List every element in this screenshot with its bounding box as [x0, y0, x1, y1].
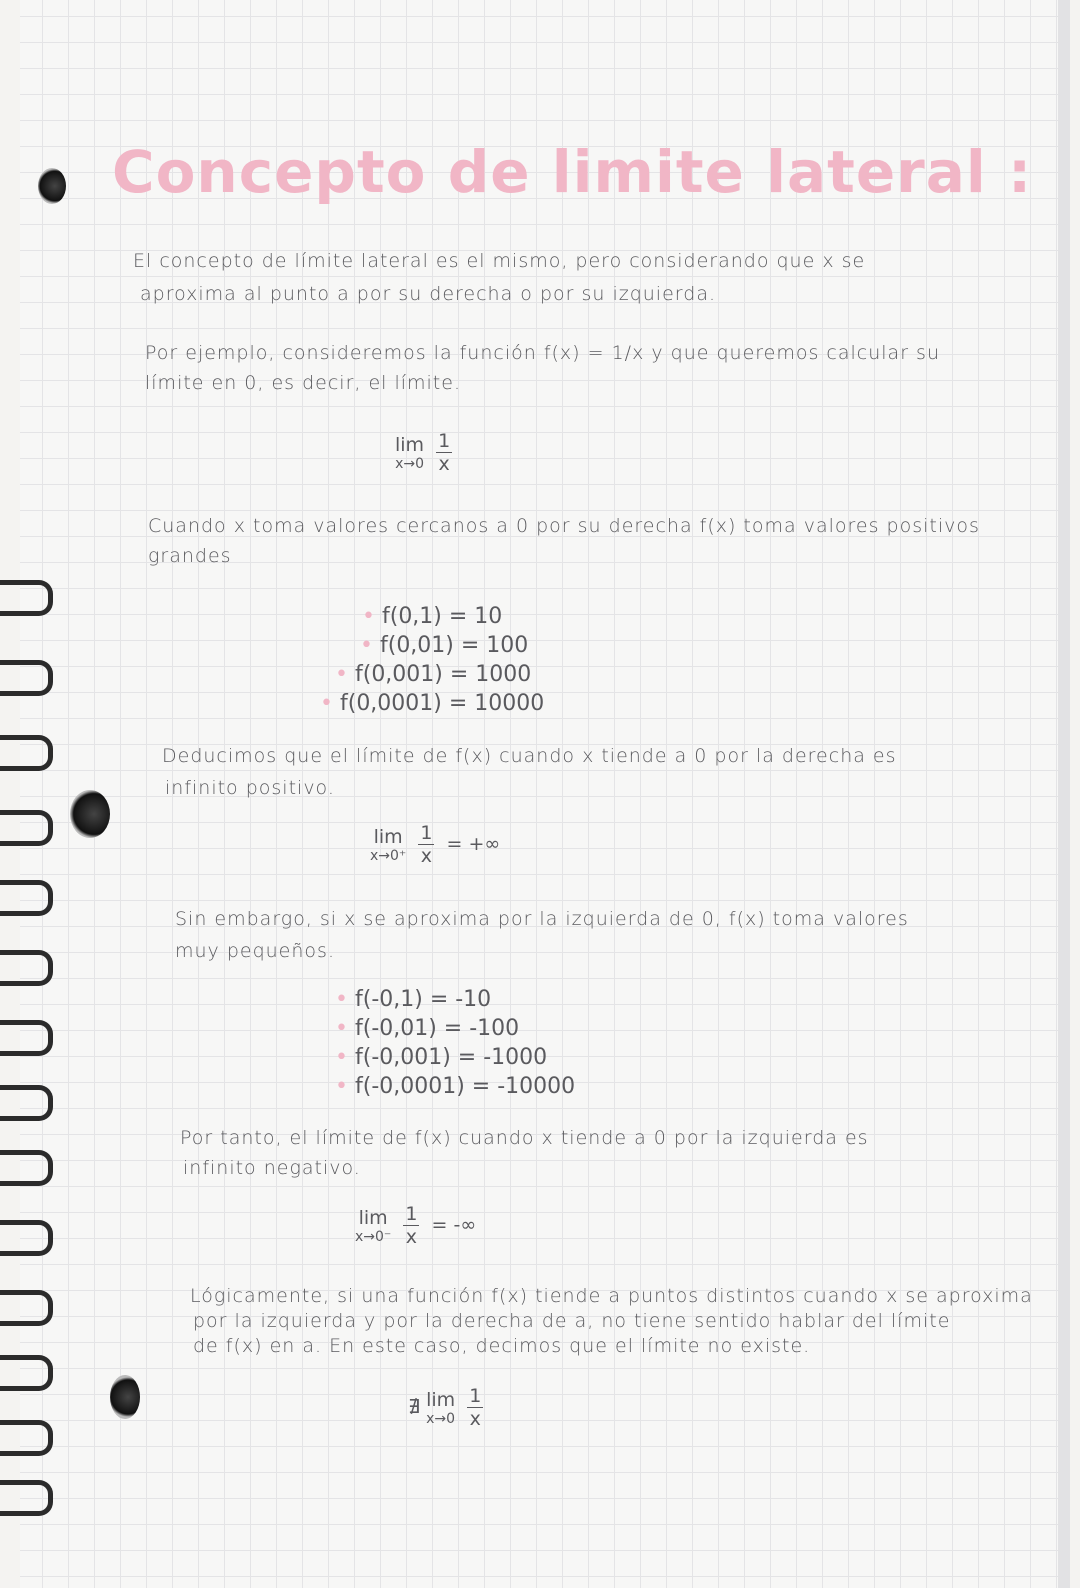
- text-line: Por ejemplo, consideremos la función f(x) = 1/x y que queremos calcular su: [145, 342, 940, 364]
- text-line: por la izquierda y por la derecha de a, no tiene sentido hablar del límite: [193, 1310, 951, 1332]
- text-line: Cuando x toma valores cercanos a 0 por su derecha f(x) toma valores positivos: [148, 515, 980, 537]
- punch-hole: [38, 168, 66, 204]
- text-line: Deducimos que el límite de f(x) cuando x tiende a 0 por la derecha es: [162, 745, 897, 767]
- right-limit-expression: lim x→0⁺ $\frac{1}{x}$ = +∞: [370, 822, 501, 867]
- list-item: • f(0,001) = 1000: [335, 660, 544, 689]
- list-item: • f(-0,0001) = -10000: [335, 1072, 575, 1101]
- text-line: infinito positivo.: [165, 777, 335, 799]
- list-item: • f(0,0001) = 10000: [320, 689, 544, 718]
- list-item: • f(-0,01) = -100: [335, 1014, 575, 1043]
- text-line: límite en 0, es decir, el límite.: [145, 372, 461, 394]
- left-limit-expression: lim x→0⁻ $\frac{1}{x}$ = -∞: [355, 1203, 477, 1248]
- text-line: El concepto de límite lateral es el mismo, pero considerando que x se: [133, 250, 866, 272]
- limit-expression: lim x→0 $\frac{1}{x}$: [395, 430, 451, 475]
- left-values-list: [335, 985, 575, 1101]
- punch-hole: [110, 1375, 140, 1419]
- text-line: Lógicamente, si una función f(x) tiende a puntos distintos cuando x se aproxima: [190, 1285, 1033, 1307]
- text-line: aproxima al punto a por su derecha o por su izquierda.: [140, 283, 716, 305]
- list-item: • f(-0,1) = -10: [335, 985, 575, 1014]
- text-line: grandes: [148, 545, 232, 567]
- text-line: Por tanto, el límite de f(x) cuando x tiende a 0 por la izquierda es: [180, 1127, 869, 1149]
- list-item: • f(0,01) = 100: [360, 631, 544, 660]
- list-item: • f(-0,001) = -1000: [335, 1043, 575, 1072]
- right-values-list: [320, 602, 544, 718]
- text-line: muy pequeños.: [175, 940, 335, 962]
- text-line: infinito negativo.: [183, 1157, 361, 1179]
- list-item: • f(0,1) = 10: [362, 602, 544, 631]
- nonexistent-limit-expression: ∄ lim x→0 $\frac{1}{x}$: [408, 1385, 482, 1430]
- page-title: Concepto de limite lateral :: [112, 138, 1033, 206]
- text-line: Sin embargo, si x se aproxima por la izquierda de 0, f(x) toma valores: [175, 908, 909, 930]
- page-edge: [1058, 0, 1070, 1588]
- punch-hole: [70, 790, 110, 838]
- text-line: de f(x) en a. En este caso, decimos que el límite no existe.: [193, 1335, 811, 1357]
